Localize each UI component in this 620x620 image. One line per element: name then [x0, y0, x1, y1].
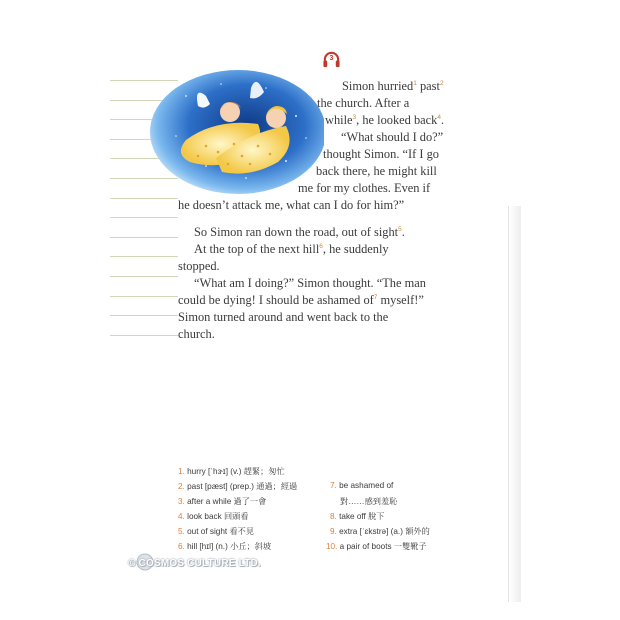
- glossary-text: hill [hɪl] (n.) 小丘；斜坡: [187, 542, 272, 551]
- glossary-number: 9.: [330, 527, 337, 536]
- footnote-marker: 3: [352, 113, 357, 121]
- story-text-run: At the top of the next hill: [194, 242, 320, 256]
- story-text-run: “What should I do?”: [341, 130, 444, 144]
- glossary-text: be ashamed of: [339, 481, 394, 490]
- glossary-item: [326, 541, 427, 552]
- story-line: [325, 112, 444, 129]
- story-text-run: while: [325, 113, 353, 127]
- story-line: [178, 309, 388, 326]
- glossary-item: [340, 496, 397, 507]
- story-text-run: stopped.: [178, 259, 220, 273]
- footnote-marker: 6: [319, 242, 323, 250]
- story-text-run: he doesn’t attack me, what can I do for him?”: [178, 198, 405, 212]
- story-text-run: could be dying! I should be ashamed of: [178, 293, 374, 307]
- glossary-text: a pair of boots 一雙靴子: [339, 542, 427, 551]
- story-line: [342, 78, 444, 95]
- story-text-run: .: [440, 113, 445, 127]
- story-line: [341, 129, 443, 146]
- story-text-run: Simon turned around and went back to the: [178, 310, 389, 324]
- footnote-marker: 1: [413, 79, 417, 87]
- story-text-run: back there, he might kill: [316, 164, 437, 178]
- glossary-item: [330, 511, 384, 522]
- glossary-item: [178, 526, 254, 537]
- story-text-run: , he looked back: [356, 113, 438, 127]
- glossary-text: look back 回頭看: [187, 512, 249, 521]
- story-line: [316, 163, 437, 180]
- glossary-number: 5.: [178, 527, 185, 536]
- glossary-number: 2.: [178, 482, 185, 491]
- glossary-item: [178, 496, 266, 507]
- glossary-text: out of sight 看不見: [187, 527, 255, 536]
- story-line: [178, 326, 215, 343]
- glossary-item: [178, 511, 249, 522]
- story-line: [178, 197, 404, 214]
- story-text-run: thought Simon. “If I go: [323, 147, 439, 161]
- glossary-number: 8.: [330, 512, 337, 521]
- glossary-text: past [pæst] (prep.) 通過；經過: [187, 482, 298, 491]
- story-text-run: , he suddenly: [322, 242, 389, 256]
- story-line: [317, 95, 409, 112]
- story-text-run: myself!”: [377, 293, 424, 307]
- glossary-item: [178, 541, 271, 552]
- story-text-run: Simon hurried: [342, 79, 414, 93]
- story-text-run: So Simon ran down the road, out of sight: [194, 225, 399, 239]
- story-text-run: the church. After a: [317, 96, 410, 110]
- glossary-text: 對……感到羞恥: [340, 497, 398, 506]
- glossary-number: 1.: [178, 467, 185, 476]
- story-line: [194, 241, 389, 258]
- glossary-text: take off 脫下: [339, 512, 385, 521]
- story-line: [178, 258, 220, 275]
- story-text-run: .: [401, 225, 405, 239]
- copyright-watermark: © COSMOS CULTURE LTD.: [128, 558, 261, 569]
- glossary-number: 3.: [178, 497, 185, 506]
- glossary-number: 4.: [178, 512, 185, 521]
- story-text-run: me for my clothes. Even if: [298, 181, 431, 195]
- story-text-run: “What am I doing?” Simon thought. “The man: [194, 276, 426, 290]
- story-text-run: church.: [178, 327, 215, 341]
- story-line: [323, 146, 439, 163]
- footnote-marker: 7: [373, 293, 378, 301]
- story-line: [178, 292, 424, 309]
- glossary-number: 6.: [178, 542, 185, 551]
- footnote-marker: 2: [439, 79, 444, 87]
- glossary-item: [330, 481, 393, 490]
- glossary-item: [178, 481, 297, 492]
- glossary-number: 7.: [330, 481, 337, 490]
- story-text-run: past: [416, 79, 440, 93]
- glossary-item: [330, 526, 430, 537]
- track-number: 3: [329, 55, 334, 62]
- glossary-item: [178, 466, 285, 477]
- glossary-text: extra [ˈɛkstrə] (a.) 額外的: [339, 527, 430, 536]
- footnote-marker: 4: [437, 113, 441, 121]
- footnote-marker: 5: [398, 225, 402, 233]
- story-line: [298, 180, 430, 197]
- glossary-text: hurry [ˈhɝɪ] (v.) 趕緊；匆忙: [187, 467, 285, 476]
- story-line: [194, 275, 426, 292]
- glossary-text: after a while 過了一會: [187, 497, 267, 506]
- story-line: [194, 224, 405, 241]
- glossary-number: 10.: [326, 542, 338, 551]
